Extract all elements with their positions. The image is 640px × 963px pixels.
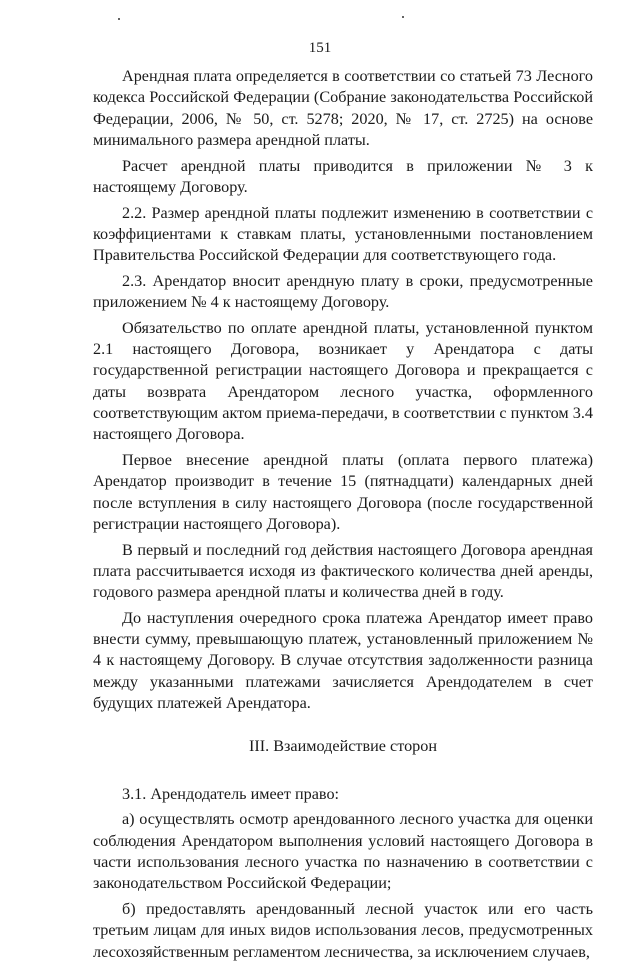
paragraph-rent-calculation: Расчет арендной платы приводится в приложении № 3 к настоящему Договору.	[93, 156, 593, 196]
paragraph-payment-obligation: Обязательство по оплате арендной платы, установленной пунктом 2.1 настоящего Договора, возникает у Арендатора с даты государственной регистрации настоящего Договора и прекращается с даты возврата Арендатором лесного участка, оформленного соответствующим актом приема-передачи, в соответствии с пунктом 3.4 настоящего Договора.	[93, 318, 593, 444]
page-number: 151	[308, 40, 332, 56]
paragraph-2-3: 2.3. Арендатор вносит арендную плату в сроки, предусмотренные приложением № 4 к настоящему Договору.	[93, 271, 593, 312]
scan-speck	[402, 16, 404, 18]
paragraph-first-payment: Первое внесение арендной платы (оплата первого платежа) Арендатор производит в течение 15 (пятнадцати) календарных дней после вступления в силу настоящего Договора (после государственной регистрации настоящего Договора).	[93, 451, 593, 533]
paragraph-3-1-a: а) осуществлять осмотр арендованного лесного участка для оценки соблюдения Арендатором выполнения условий настоящего Договора в части использования лесного участка по назначению в соответствии с законодательством Российской Федерации;	[93, 810, 593, 893]
paragraph-first-last-year: В первый и последний год действия настоящего Договора арендная плата рассчитывается исходя из фактического количества дней аренды, годового размера арендной платы и количества дней в году.	[93, 540, 593, 602]
section-heading: III. Взаимодействие сторон	[248, 737, 438, 756]
scan-speck	[118, 18, 120, 20]
document-body	[93, 66, 593, 963]
paragraph-rent-definition: Арендная плата определяется в соответствии со статьей 73 Лесного кодекса Российской Федерации (Собрание законодательства Российской Федерации, 2006, № 50, ст. 5278; 2020, № 17, ст. 2725) на основе минимального размера арендной платы.	[93, 67, 593, 149]
paragraph-3-1: 3.1. Арендодатель имеет право:	[122, 784, 340, 803]
paragraph-overpayment: До наступления очередного срока платежа Арендатор имеет право внести сумму, превышающую платеж, установленный приложением № 4 к настоящему Договору. В случае отсутствия задолженности разница между указанными платежами зачисляется Арендодателем в счет будущих платежей Арендатора.	[93, 608, 593, 713]
paragraph-3-1-b: б) предоставлять арендованный лесной участок или его часть третьим лицам для иных видов использования лесов, предусмотренных лесохозяйственным регламентом лесничества, за исключением случаев,	[93, 899, 593, 961]
paragraph-2-2: 2.2. Размер арендной платы подлежит изменению в соответствии с коэффициентами к ставкам платы, установленными постановлением Правительства Российской Федерации для соответствующего года.	[93, 203, 593, 265]
